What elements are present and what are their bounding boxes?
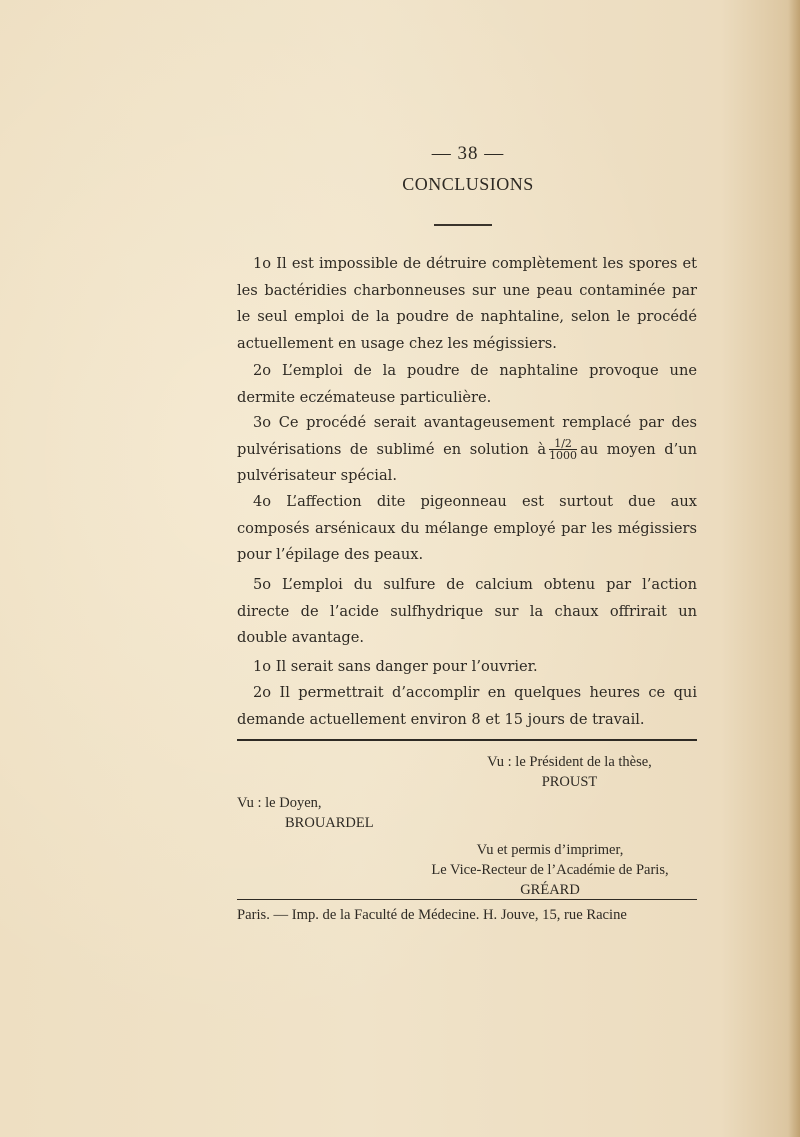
conclusion-2: 2o L’emploi de la poudre de naphtaline provoque une dermite eczémateuse particulière. — [237, 362, 697, 406]
conclusion-4: 4o L’affection dite pigeonneau est surtout due aux composés arsénicaux du mélange employé par les mégissiers pour l’épilage des peaux. — [237, 493, 697, 563]
doyen-approval — [237, 793, 387, 833]
page-title: CONCLUSIONS — [402, 174, 534, 194]
president-approval — [437, 752, 702, 792]
fraction — [549, 438, 577, 461]
fraction-numerator: 1/2 — [549, 438, 577, 450]
page-number: — 38 — — [431, 143, 505, 164]
conclusion-5-point-2: 2o Il permettrait d’accomplir en quelques heures ce qui demande actuellement environ 8 et 15 jours de travail. — [237, 684, 697, 728]
fraction-denominator: 1000 — [549, 449, 578, 462]
section-divider — [237, 739, 697, 741]
recteur-title: Le Vice-Recteur de l’Académie de Paris, — [431, 862, 669, 878]
recteur-label: Vu et permis d’imprimer, — [476, 842, 624, 858]
title-divider — [434, 224, 492, 226]
recteur-approval — [400, 840, 700, 900]
conclusion-3 — [237, 410, 697, 490]
conclusion-3-text-end: au moyen d’un pulvérisateur spécial. — [237, 440, 698, 484]
recteur-name: GRÉARD — [520, 882, 580, 898]
conclusion-1: 1o Il est impossible de détruire complètement les spores et les bactéridies charbonneuses sur une peau contaminée par le seul emploi de la poudre de naphtaline, selon le procédé actuellement en usage chez les mégissiers. — [237, 255, 697, 352]
printer-imprint: Paris. — Imp. de la Faculté de Médecine. H. Jouve, 15, rue Racine — [237, 907, 627, 923]
president-label: Vu : le Président de la thèse, — [487, 754, 652, 770]
doyen-name: BROUARDEL — [285, 815, 374, 831]
doyen-label: Vu : le Doyen, — [237, 795, 322, 811]
conclusion-3-text-start: 3o Ce procédé serait avantageusement remplacé par des pulvérisations de sublimé en solution à — [237, 414, 697, 458]
conclusion-5-point-1: 1o Il serait sans danger pour l’ouvrier. — [253, 658, 538, 675]
president-name: PROUST — [541, 774, 598, 790]
imprint-divider — [237, 899, 697, 900]
page-edge-shadow — [788, 0, 800, 1137]
conclusion-5: 5o L’emploi du sulfure de calcium obtenu par l’action directe de l’acide sulfhydrique sur la chaux offrirait un double avantage. — [237, 576, 697, 646]
